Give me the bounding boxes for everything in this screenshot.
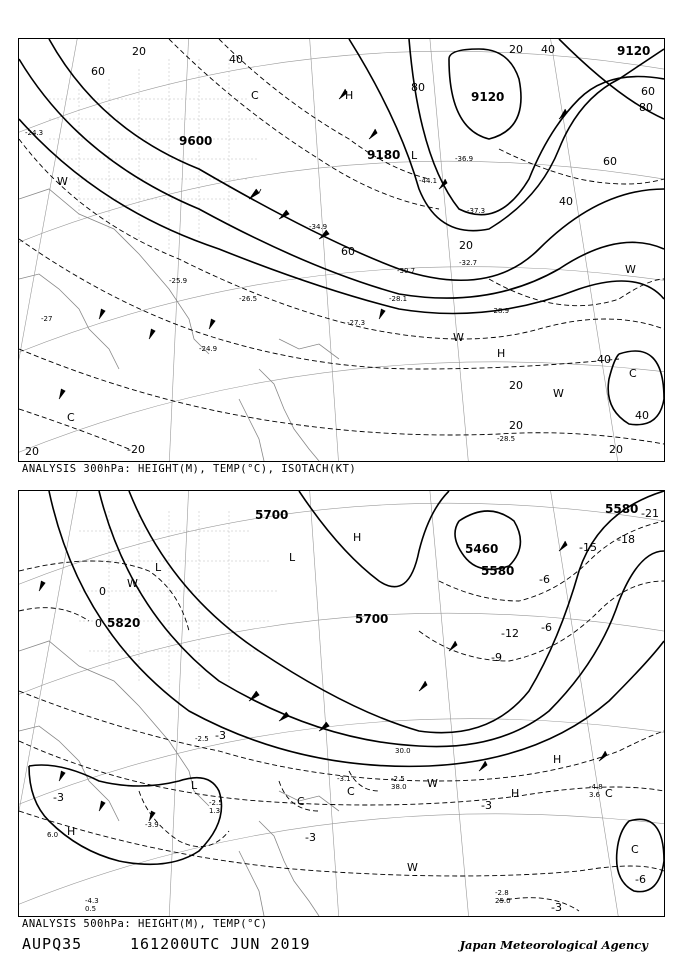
- lower-station-label-group: [47, 735, 603, 913]
- lower-station-label: -4.8: [589, 783, 603, 791]
- upper-temp-label: -20: [127, 443, 145, 456]
- lower-temp-label: -6: [635, 873, 646, 886]
- upper-isotach-label: 60: [341, 245, 355, 258]
- lower-wind-barbs: [39, 541, 607, 821]
- upper-isotach-label: 40: [635, 409, 649, 422]
- upper-height-label: 9600: [179, 134, 213, 148]
- upper-height-label: 9120: [617, 44, 651, 58]
- lower-temp-label-group: [53, 507, 659, 914]
- upper-temp-label: -34.9: [309, 223, 328, 231]
- lower-station-label: -3.9: [145, 821, 159, 829]
- lower-center-marker: L: [155, 561, 162, 574]
- upper-isotach-label: 20: [509, 43, 523, 56]
- upper-height-label: 9120: [471, 90, 505, 104]
- lower-height-label: 5580: [481, 564, 515, 578]
- upper-center-marker: W: [453, 331, 464, 344]
- upper-temp-label: -27: [41, 315, 53, 323]
- lower-temp-label: -3: [215, 729, 226, 742]
- lower-station-label: -2.5: [195, 735, 209, 743]
- lower-hatch: [79, 511, 279, 691]
- lower-center-marker: C: [297, 795, 305, 808]
- upper-isotach-label: 20: [459, 239, 473, 252]
- upper-isotach-label: 20: [509, 379, 523, 392]
- lower-station-label: 38.0: [391, 783, 407, 791]
- upper-isotach-label: 40: [597, 353, 611, 366]
- upper-isotach-label: 20: [25, 445, 39, 458]
- upper-isotach-label: 60: [91, 65, 105, 78]
- lower-center-marker: W: [127, 577, 138, 590]
- upper-temp-label: -24.3: [25, 129, 44, 137]
- lower-center-marker: H: [67, 825, 76, 838]
- upper-temp-label: -28.5: [497, 435, 516, 443]
- upper-temp-label: -30.7: [397, 267, 416, 275]
- lower-temp-label: -6: [539, 573, 550, 586]
- lower-center-marker: C: [347, 785, 355, 798]
- lower-height-label-group: [107, 502, 638, 630]
- upper-isotach-label: 40: [559, 195, 573, 208]
- lower-temp-label: 0: [95, 617, 102, 630]
- lower-station-label: 6.0: [47, 831, 59, 839]
- lower-temp-label: -3: [481, 799, 492, 812]
- lower-temp-label: -3: [305, 831, 316, 844]
- lower-station-label: 1.3: [209, 807, 221, 815]
- upper-isotach-label: 80: [411, 81, 425, 94]
- upper-isotach-label: 20: [509, 419, 523, 432]
- lower-temp-label: -3: [53, 791, 64, 804]
- lower-height-label: 5700: [355, 612, 389, 626]
- lower-map-caption: ANALYSIS 500hPa: HEIGHT(M), TEMP(°C): [22, 918, 268, 930]
- lower-station-label: -2.5: [209, 799, 223, 807]
- lower-height-label: 5700: [255, 508, 289, 522]
- lower-graticule: [19, 491, 664, 916]
- upper-temp-label: -25.9: [169, 277, 188, 285]
- lower-height-label: 5580: [605, 502, 639, 516]
- lower-station-label: -2.5: [391, 775, 405, 783]
- upper-temp-label: -28.9: [491, 307, 510, 315]
- lower-center-marker: H: [353, 531, 362, 544]
- lower-station-label: 3.6: [589, 791, 601, 799]
- lower-coastlines: [19, 641, 339, 916]
- upper-temp-label: -26.5: [239, 295, 258, 303]
- upper-height-label: 9180: [367, 148, 401, 162]
- upper-center-marker: L: [411, 149, 418, 162]
- lower-temp-label: -6: [541, 621, 552, 634]
- upper-temp-label: -24.9: [199, 345, 218, 353]
- lower-dashed-contours: [19, 521, 664, 911]
- lower-height-label: 5820: [107, 616, 141, 630]
- chart-datetime: 161200UTC JUN 2019: [130, 935, 311, 953]
- lower-center-marker: W: [407, 861, 418, 874]
- upper-height-label-group: [179, 44, 650, 162]
- upper-center-marker: W: [625, 263, 636, 276]
- lower-center-marker: C: [631, 843, 639, 856]
- upper-isotach-label: 20: [132, 45, 146, 58]
- upper-isotach-label: 40: [541, 43, 555, 56]
- chart-code: AUPQ35: [22, 935, 83, 953]
- upper-temp-label: -36.9: [455, 155, 474, 163]
- upper-temp-label: -27.3: [347, 319, 366, 327]
- upper-center-marker: C: [251, 89, 259, 102]
- lower-temp-label: -15: [579, 541, 597, 554]
- lower-temp-label: -3: [551, 901, 562, 914]
- upper-map-caption: ANALYSIS 300hPa: HEIGHT(M), TEMP(°C), ISOTACH(KT): [22, 463, 357, 475]
- upper-isotach-label: 20: [609, 443, 623, 456]
- lower-temp-label: -12: [501, 627, 519, 640]
- lower-station-label: 30.0: [395, 747, 411, 755]
- upper-center-marker: C: [67, 411, 75, 424]
- upper-center-marker: H: [497, 347, 506, 360]
- upper-isotach-label: 60: [641, 85, 655, 98]
- upper-isotach-label: 40: [229, 53, 243, 66]
- lower-center-marker: H: [553, 753, 562, 766]
- lower-center-marker: L: [191, 779, 198, 792]
- lower-temp-label: -21: [641, 507, 659, 520]
- upper-temp-label-group: [25, 129, 515, 456]
- upper-center-marker: C: [629, 367, 637, 380]
- upper-center-marker: W: [57, 175, 68, 188]
- upper-isotach-label: 80: [639, 101, 653, 114]
- lower-center-marker: W: [427, 777, 438, 790]
- upper-center-marker: H: [345, 89, 354, 102]
- lower-temp-label: -18: [617, 533, 635, 546]
- lower-station-label: -3.1: [337, 775, 351, 783]
- upper-temp-label: -28.1: [389, 295, 408, 303]
- lower-map-canvas: [19, 491, 664, 916]
- lower-temp-label: 0: [99, 585, 106, 598]
- lower-station-label: -4.3: [85, 897, 99, 905]
- upper-center-marker: W: [553, 387, 564, 400]
- upper-isotach-label: 60: [603, 155, 617, 168]
- upper-temp-label: -44.1: [419, 177, 438, 185]
- lower-temp-label: -9: [491, 651, 502, 664]
- lower-center-marker: C: [605, 787, 613, 800]
- upper-temp-label: -37.3: [467, 207, 486, 215]
- lower-station-label: 0.5: [85, 905, 97, 913]
- lower-station-label: -2.8: [495, 889, 509, 897]
- upper-map-canvas: [19, 39, 664, 461]
- lower-height-label: 5460: [465, 542, 499, 556]
- lower-station-label: 25.0: [495, 897, 511, 905]
- lower-center-marker: H: [511, 787, 520, 800]
- lower-map-500hpa: [18, 490, 665, 917]
- agency-credit: Japan Meteorological Agency: [459, 938, 648, 952]
- lower-center-marker: L: [289, 551, 296, 564]
- upper-temp-label: -32.7: [459, 259, 478, 267]
- upper-map-300hpa: [18, 38, 665, 462]
